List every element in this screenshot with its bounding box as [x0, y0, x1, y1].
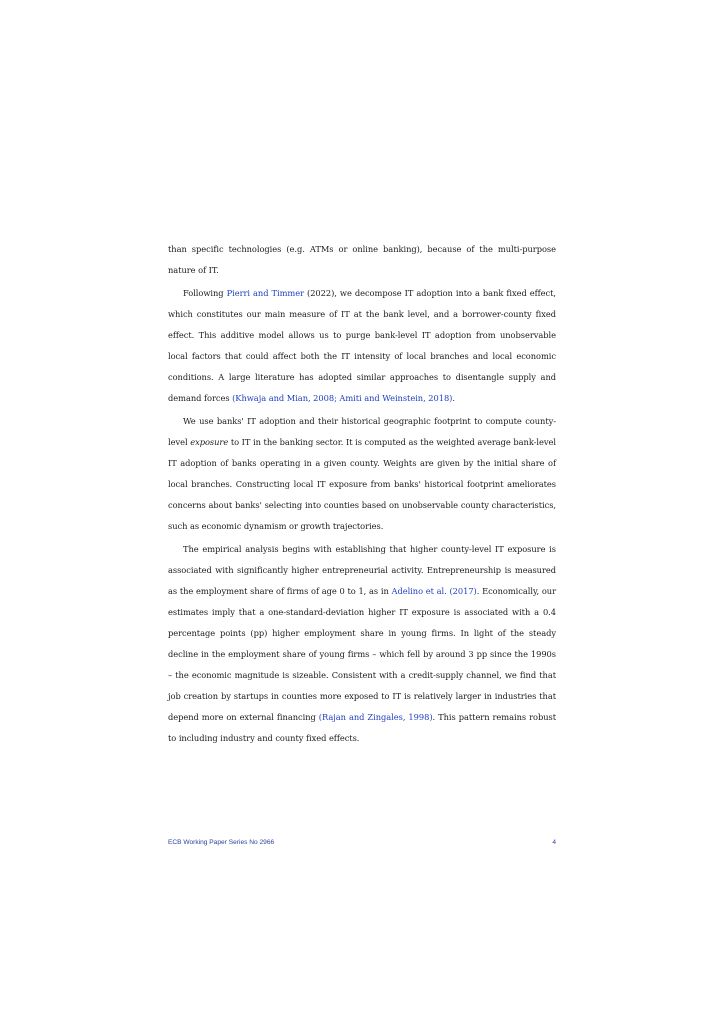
paragraph-text: to IT in the banking sector. It is computed as the weighted average bank-level IT adoption of banks operating in a given county. Weights are given by the initial share of local branches. Constructing local IT exposure from banks' historical footprint ameliorates concerns about banks' selecting into counties based on unobservable county characteristics, such as economic dynamism or growth trajectories.: [168, 437, 556, 531]
paragraph-3: [168, 411, 556, 537]
paragraph-2: [168, 283, 556, 409]
paragraph-text: The empirical analysis begins with establishing that higher county-level IT exposure is associated with significantly higher entrepreneurial activity. Entrepreneurship is measured as the employment share of firms of age 0 to 1, as in: [168, 544, 556, 596]
citation-link[interactable]: (Rajan and Zingales, 1998): [318, 712, 433, 722]
footer-series: ECB Working Paper Series No 2966: [168, 839, 275, 846]
paragraph-text: We use banks' IT adoption and their historical geographic footprint to compute county-level: [168, 416, 556, 447]
paragraph-4: [168, 539, 556, 749]
body-text: [168, 239, 556, 751]
paragraph-text: . Economically, our estimates imply that a one-standard-deviation higher IT exposure is associated with a 0.4 percentage points (pp) higher employment share in young firms. In light of the steady decline in the employment share of young firms – which fell by around 3 pp since the 1990s – the economic magnitude is sizeable. Consistent with a credit-supply channel, we find that job creation by startups in counties more exposed to IT is relatively larger in industries that depend more on external financing: [168, 586, 557, 722]
citation-link[interactable]: (Khwaja and Mian, 2008; Amiti and Weinstein, 2018): [232, 393, 453, 403]
paragraph-text: Following: [183, 288, 227, 298]
paragraph-1: [168, 239, 556, 281]
paragraph-text: . This pattern remains robust to including industry and county fixed effects.: [168, 712, 557, 743]
paragraph-text: (2022), we decompose IT adoption into a bank fixed effect, which constitutes our main measure of IT at the bank level, and a borrower-county fixed effect. This additive model allows us to purge bank-level IT adoption from unobservable local factors that could affect both the IT intensity of local branches and local economic conditions. A large literature has adopted similar approaches to disentangle supply and demand forces: [168, 288, 556, 403]
paragraph-text: .: [452, 393, 455, 403]
citation-link[interactable]: Pierri and Timmer: [226, 288, 304, 298]
page-number: 4: [552, 839, 556, 846]
citation-link[interactable]: Adelino et al. (2017): [391, 586, 477, 596]
page-footer: [168, 839, 556, 846]
paragraph-text: than specific technologies (e.g. ATMs or online banking), because of the multi-purpose nature of IT.: [168, 244, 556, 275]
emphasis-text: exposure: [190, 437, 229, 447]
